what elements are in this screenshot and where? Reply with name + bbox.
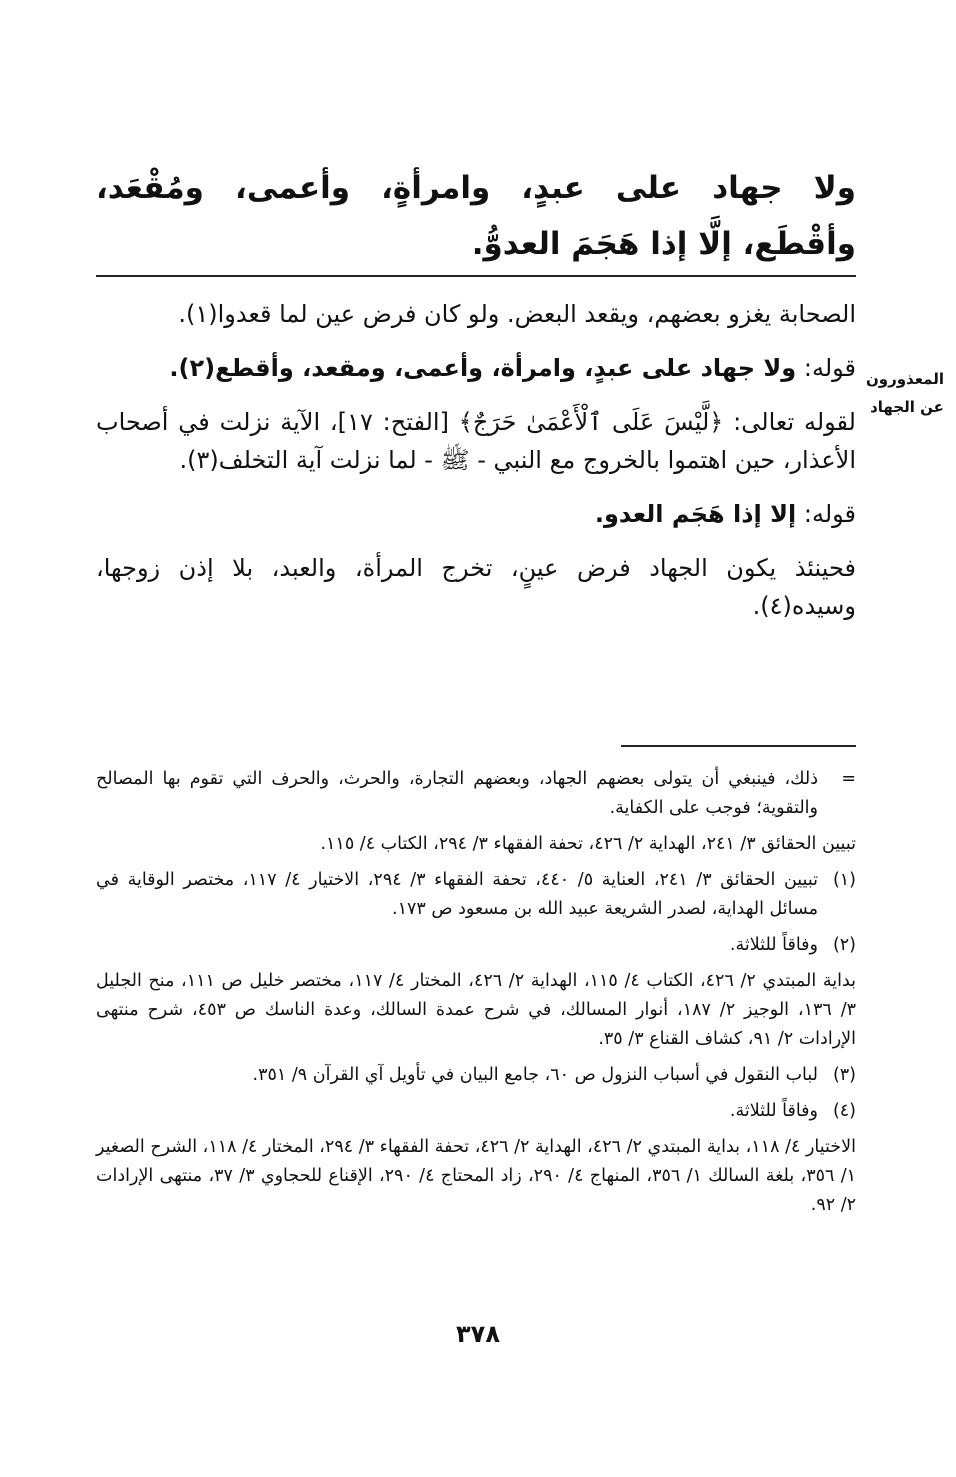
footnote-text: وفاقاً للثلاثة. xyxy=(729,1101,818,1121)
paragraph-3: لقوله تعالى: ﴿لَّيْسَ عَلَى ٱلْأَعْمَىٰ حَرَجٌ﴾ [الفتح: ١٧]، الآية نزلت في أصحاب الأعذار، حين اهتموا بالخروج مع النبي - ﷺ - لما نزلت آية التخلف(٣). xyxy=(96,408,856,474)
footnote-divider xyxy=(621,745,856,747)
paragraph-1: الصحابة يغزو بعضهم، ويقعد البعض. ولو كان فرض عين لما قعدوا(١). xyxy=(178,300,856,328)
paragraph-4 xyxy=(96,495,856,533)
footnote-references: تبيين الحقائق ٣/ ٢٤١، الهداية ٢/ ٤٢٦، تحفة الفقهاء ٣/ ٢٩٤، الكتاب ٤/ ١١٥. xyxy=(320,834,856,854)
paragraph-2 xyxy=(96,349,856,387)
footnote-2 xyxy=(96,931,856,960)
quote-label: قوله: xyxy=(803,354,856,382)
footnote-marker: (٤) xyxy=(832,1101,856,1121)
footnotes xyxy=(96,765,856,1227)
footnote-text: وفاقاً للثلاثة. xyxy=(729,935,818,955)
footnote-3 xyxy=(96,1061,856,1090)
page-number: ٣٧٨ xyxy=(456,1320,500,1348)
footnote-references: الاختيار ٤/ ١١٨، بداية المبتدي ٢/ ٤٢٦، الهداية ٢/ ٤٢٦، تحفة الفقهاء ٣/ ٢٩٤، المختار ٤/ ١١٨، الشرح الصغير ١/ ٣٥٦، بلغة السالك ١/ ٣٥٦، المنهاج ٤/ ٢٩٠، زاد المحتاج ٤/ ٢٩٠، الإقناع للحجاوي ٣/ ٣٧، منتهى الإرادات ٢/ ٩٢. xyxy=(96,1137,857,1215)
matn-line: ولا جهاد على عبدٍ، وامرأةٍ، وأعمى، ومُقْعَد، وأقْطَع، إلَّا إذا هَجَمَ العدوُّ. xyxy=(96,170,856,262)
footnote-continuation xyxy=(96,765,856,823)
paragraph-5: فحينئذ يكون الجهاد فرض عينٍ، تخرج المرأة، والعبد، بلا إذن زوجها، وسيده(٤). xyxy=(96,554,856,620)
quote-label: قوله: xyxy=(803,500,856,528)
footnote-text: لباب النقول في أسباب النزول ص ٦٠، جامع البيان في تأويل آي القرآن ٩/ ٣٥١. xyxy=(252,1065,818,1085)
quoted-matn: ولا جهاد على عبدٍ، وامرأة، وأعمى، ومقعد، وأقطع(٢). xyxy=(169,354,797,382)
footnote-references: بداية المبتدي ٢/ ٤٢٦، الكتاب ٤/ ١١٥، الهداية ٢/ ٤٢٦، المختار ٤/ ١١٧، مختصر خليل ص ١١١، منح الجليل ٣/ ١٣٦، الوجيز ٢/ ١٨٧، أنوار المسالك، في شرح عمدة السالك، وعدة الناسك ص ٤٥٣، شرح منتهى الإرادات ٢/ ٩١، كشاف القناع ٣/ ٣٥. xyxy=(96,971,857,1049)
footnote-marker: (٢) xyxy=(832,935,856,955)
matn-divider xyxy=(96,275,856,277)
footnote-text: ذلك، فينبغي أن يتولى بعضهم الجهاد، وبعضهم التجارة، والحرث، والحرف التي تقوم بها المصالح والتقوية؛ فوجب على الكفاية. xyxy=(96,769,818,818)
footnote-4 xyxy=(96,1097,856,1126)
footnote-1 xyxy=(96,866,856,924)
matn-text xyxy=(96,160,856,272)
footnote-marker: = xyxy=(841,769,856,789)
margin-note xyxy=(865,365,944,421)
quoted-matn: إلا إذا هَجَم العدو. xyxy=(594,500,797,528)
margin-note-line-2: عن الجهاد xyxy=(870,398,944,416)
footnote-marker: (١) xyxy=(832,870,856,890)
commentary-body xyxy=(96,295,856,641)
footnote-text: تبيين الحقائق ٣/ ٢٤١، العناية ٥/ ٤٤٠، تحفة الفقهاء ٣/ ٢٩٤، الاختيار ٤/ ١١٧، مختصر الوقاية في مسائل الهداية، لصدر الشريعة عبيد الله بن مسعود ص ١٧٣. xyxy=(96,870,818,919)
margin-note-line-1: المعذورون xyxy=(865,370,944,388)
footnote-marker: (٣) xyxy=(832,1065,856,1085)
